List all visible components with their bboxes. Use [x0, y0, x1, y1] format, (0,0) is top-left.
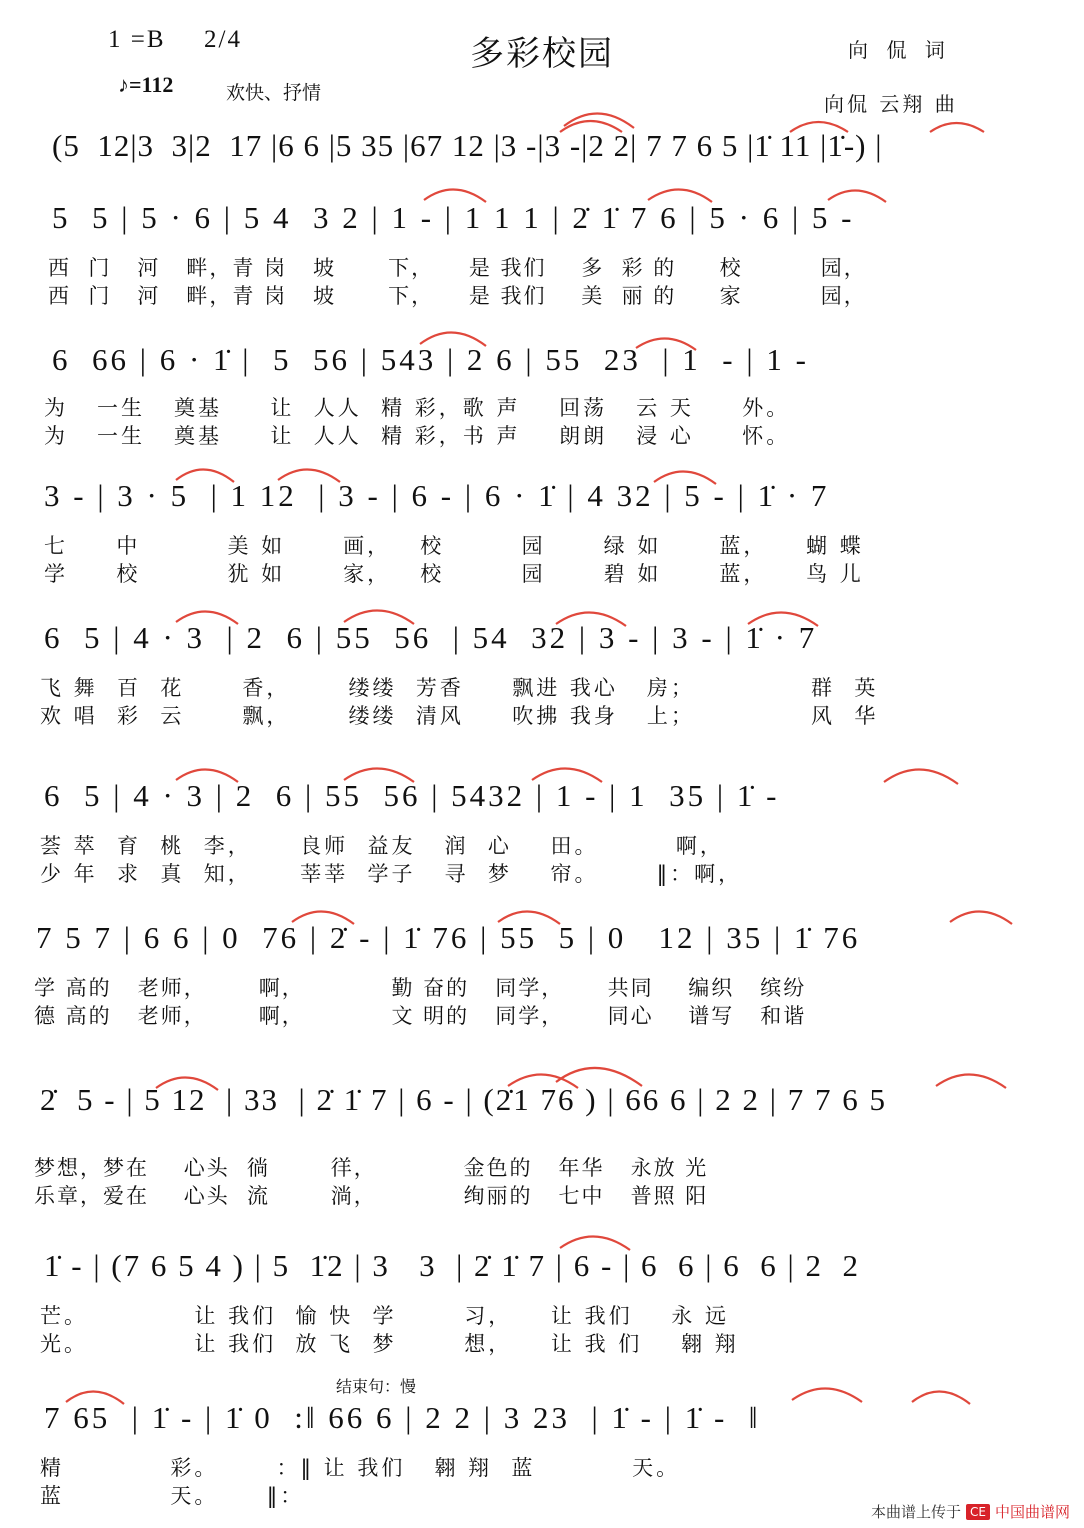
- note-row-line9: 1̇ - | (7 6 5 4 ) | 5 1̇2 | 3 3 | 2̇ 1̇ 7 | 6 - | 6 6 | 6 6 | 2 2: [44, 1248, 860, 1283]
- lyric-row-line7-verse1: 学 高的 老师， 啊， 勤 奋的 同学， 共同 编织 缤纷: [34, 976, 807, 1000]
- lyric-row-line10-verse2: 蓝 天。 ‖：: [40, 1484, 305, 1508]
- lyric-row-line9-verse1: 芒。 让 我们 愉 快 学 习， 让 我们 永 远: [40, 1304, 729, 1328]
- lyric-row-line2-verse1: 西 门 河 畔，青 岗 坡 下， 是 我们 多 彩 的 校 园，: [48, 256, 867, 280]
- mood-marking: 欢快、抒情: [226, 82, 322, 104]
- lyric-row-line6-verse1: 荟 萃 育 桃 李， 良师 益友 润 心 田。 啊，: [40, 834, 724, 858]
- composer-credit: 向侃 云翔 曲: [824, 92, 958, 116]
- lyric-row-line5-verse1: 飞 舞 百 花 香， 缕缕 芳香 飘进 我心 房； 群 英: [40, 676, 879, 700]
- lyric-row-line3-verse2: 为 一生 奠基 让 人人 精 彩，书 声 朗朗 浸 心 怀。: [44, 424, 791, 448]
- lyric-row-line2-verse2: 西 门 河 畔，青 岗 坡 下， 是 我们 美 丽 的 家 园，: [48, 284, 867, 308]
- note-row-line4: 3 - | 3 · 5 | 1 12 | 3 - | 6 - | 6 · 1̇ | 4 32 | 5 - | 1̇ · 7: [44, 478, 830, 513]
- note-row-line5: 6 5 | 4 · 3 | 2 6 | 55 56 | 54 32 | 3 - | 3 - | 1̇ · 7: [44, 620, 818, 655]
- note-row-line3: 6 66 | 6 · 1̇ | 5 56 | 543 | 2 6 | 55 23 | 1 - | 1 -: [52, 342, 809, 377]
- note-row-line6: 6 5 | 4 · 3 | 2 6 | 55 56 | 5432 | 1 - | 1 35 | 1̇ -: [44, 778, 780, 813]
- time-signature: 2/4: [204, 26, 242, 53]
- note-row-line1: (5 12|3 3|2 17 |6 6 |5 35 |67 12 |3 -|3 -|2 2| 7 7 6 5 |1̇ 11 |1̇-) |: [52, 128, 883, 163]
- lyric-row-line8-verse2: 乐章，爱在 心头 流 淌， 绚丽的 七中 普照 阳: [34, 1184, 709, 1208]
- lyricist-credit: 向 侃 词: [848, 38, 951, 62]
- note-row-line10: 7 65 | 1̇ - | 1̇ 0 :‖ 66 6 | 2 2 | 3 23 | 1̇ - | 1̇ - ‖: [44, 1400, 761, 1435]
- site-logo-icon: CE: [966, 1504, 990, 1520]
- lyric-row-line6-verse2: 少 年 求 真 知， 莘莘 学子 寻 梦 帘。 ‖：啊，: [40, 862, 743, 886]
- note-row-line2: 5 5 | 5 · 6 | 5 4 3 2 | 1 - | 1 1 1 | 2̇ 1̇ 7 6 | 5 · 6 | 5 -: [52, 200, 855, 235]
- footer-site-name: 中国曲谱网: [994, 1503, 1070, 1521]
- lyric-row-line5-verse2: 欢 唱 彩 云 飘， 缕缕 清风 吹拂 我身 上； 风 华: [40, 704, 879, 728]
- ending-phrase-annotation: 结束句：慢: [336, 1377, 417, 1396]
- footer-text: 本曲谱上传于: [871, 1503, 962, 1521]
- key-signature: 1 =B: [108, 26, 166, 53]
- lyric-row-line8-verse1: 梦想，梦在 心头 徜 徉， 金色的 年华 永放 光: [34, 1156, 709, 1180]
- lyric-row-line4-verse2: 学 校 犹 如 家， 校 园 碧 如 蓝， 鸟 儿: [44, 562, 864, 586]
- lyric-row-line7-verse2: 德 高的 老师， 啊， 文 明的 同学， 同心 谱写 和谐: [34, 1004, 807, 1028]
- footer-credit: [871, 1501, 1070, 1522]
- lyric-row-line4-verse1: 七 中 美 如 画， 校 园 绿 如 蓝， 蝴 蝶: [44, 534, 864, 558]
- page-title: 多彩校园: [470, 34, 614, 74]
- lyric-row-line3-verse1: 为 一生 奠基 让 人人 精 彩，歌 声 回荡 云 天 外。: [44, 396, 791, 420]
- tempo-marking: ♪=112: [118, 72, 174, 97]
- lyric-row-line9-verse2: 光。 让 我们 放 飞 梦 想， 让 我 们 翱 翔: [40, 1332, 739, 1356]
- lyric-row-line10-verse1: 精 彩。 ：‖ 让 我们 翱 翔 蓝 天。: [40, 1456, 681, 1480]
- note-row-line7: 7 5 7 | 6 6 | 0 76 | 2̇ - | 1̇ 76 | 55 5 | 0 12 | 35 | 1̇ 76: [36, 920, 861, 955]
- note-row-line8: 2̇ 5 - | 5 12 | 33 | 2̇ 1̇ 7 | 6 - | (2̇1 76 ) | 66 6 | 2 2 | 7 7 6 5: [40, 1082, 887, 1117]
